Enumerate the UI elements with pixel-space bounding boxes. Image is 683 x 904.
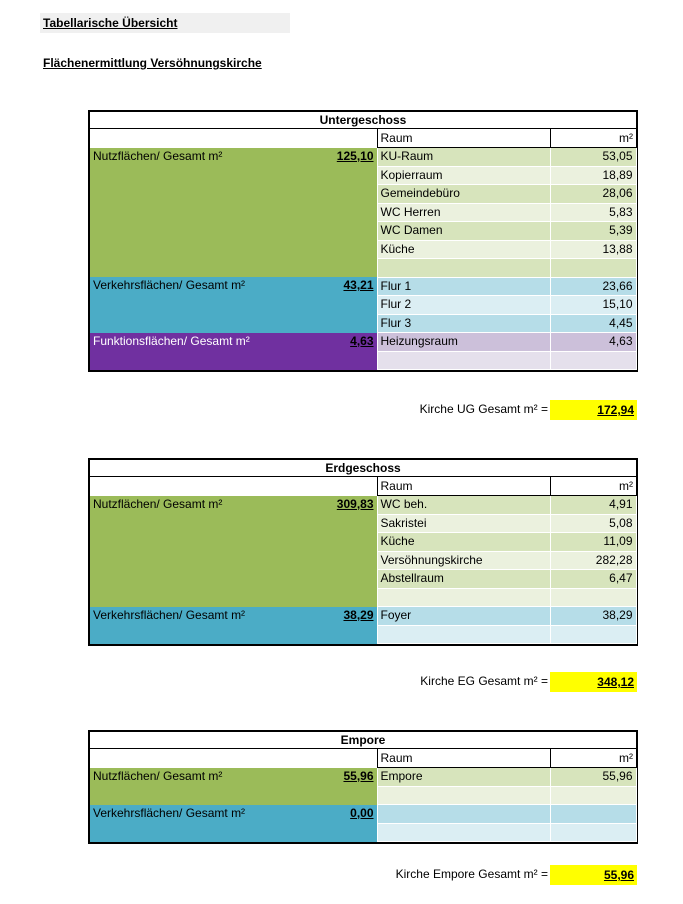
room-name: Heizungsraum (377, 333, 550, 352)
category-total: 0,00 (350, 805, 374, 820)
header-blank (90, 749, 377, 768)
category-total: 125,10 (336, 148, 374, 163)
room-name (377, 625, 550, 644)
floor-total-value: 55,96 (550, 865, 637, 885)
category-label: Funktionsflächen/ Gesamt m² (93, 333, 250, 348)
room-area (550, 823, 636, 842)
column-header-m2: m² (550, 477, 636, 496)
room-area: 28,06 (550, 185, 636, 204)
category-label: Nutzflächen/ Gesamt m² (93, 768, 223, 783)
table-row (90, 768, 636, 787)
room-name: Abstellraum (377, 570, 550, 589)
room-area (550, 259, 636, 278)
room-area: 38,29 (550, 607, 636, 626)
room-area: 4,63 (550, 333, 636, 352)
room-area (550, 805, 636, 824)
floor-total-label: Kirche EG Gesamt m² = (420, 674, 548, 688)
category-cell (90, 805, 377, 842)
column-header-m2: m² (550, 749, 636, 768)
room-area: 11,09 (550, 533, 636, 552)
room-area (550, 625, 636, 644)
floor-total-label: Kirche Empore Gesamt m² = (395, 867, 548, 881)
category-total: 4,63 (350, 333, 374, 348)
floor-total (0, 400, 683, 420)
room-area: 6,47 (550, 570, 636, 589)
room-name: Empore (377, 768, 550, 787)
room-name (377, 786, 550, 805)
room-name (377, 351, 550, 370)
category-total: 43,21 (343, 278, 374, 292)
floor-total (0, 865, 683, 885)
room-area: 53,05 (550, 148, 636, 167)
category-total: 55,96 (343, 768, 374, 783)
column-header-raum: Raum (377, 749, 550, 768)
room-area: 5,39 (550, 222, 636, 241)
category-cell (90, 148, 377, 278)
room-area: 4,45 (550, 314, 636, 333)
document-subtitle: Flächenermittlung Versöhnungskirche (43, 56, 262, 70)
table-row (90, 805, 636, 824)
table-header-row (90, 129, 636, 148)
room-area (550, 351, 636, 370)
category-total: 309,83 (336, 496, 374, 511)
category-label: Verkehrsflächen/ Gesamt m² (93, 607, 246, 622)
table-header-row (90, 477, 636, 496)
table-row (90, 607, 636, 626)
column-header-m2: m² (550, 129, 636, 148)
section-table (88, 129, 638, 372)
room-area: 15,10 (550, 296, 636, 315)
floor-total-value: 172,94 (550, 400, 637, 420)
header-blank (90, 477, 377, 496)
room-name: Flur 3 (377, 314, 550, 333)
room-name: Gemeindebüro (377, 185, 550, 204)
category-cell (90, 768, 377, 805)
floor-total-value: 348,12 (550, 672, 637, 692)
category-label: Verkehrsflächen/ Gesamt m² (93, 805, 246, 820)
room-name: Kopierraum (377, 166, 550, 185)
room-area (550, 786, 636, 805)
room-area: 282,28 (550, 551, 636, 570)
table-row (90, 148, 636, 167)
section-erdgeschoss (88, 458, 638, 646)
room-area: 55,96 (550, 768, 636, 787)
floor-total-label: Kirche UG Gesamt m² = (419, 402, 548, 416)
category-label: Verkehrsflächen/ Gesamt m² (93, 278, 246, 292)
room-name: WC beh. (377, 496, 550, 515)
room-area: 4,91 (550, 496, 636, 515)
category-cell (90, 496, 377, 607)
room-name: Flur 1 (377, 277, 550, 296)
section-title: Empore (88, 730, 638, 749)
room-name: Küche (377, 240, 550, 259)
section-title: Untergeschoss (88, 110, 638, 129)
room-area: 5,08 (550, 514, 636, 533)
room-name: Flur 2 (377, 296, 550, 315)
category-label: Nutzflächen/ Gesamt m² (93, 496, 223, 511)
room-name: WC Herren (377, 203, 550, 222)
floor-total (0, 672, 683, 692)
column-header-raum: Raum (377, 477, 550, 496)
room-name (377, 259, 550, 278)
section-table (88, 477, 638, 646)
room-name (377, 805, 550, 824)
room-name (377, 823, 550, 842)
table-row (90, 496, 636, 515)
table-row (90, 333, 636, 352)
category-cell (90, 277, 377, 333)
room-name: KU-Raum (377, 148, 550, 167)
section-untergeschoss (88, 110, 638, 372)
category-cell (90, 333, 377, 370)
section-title: Erdgeschoss (88, 458, 638, 477)
table-header-row (90, 749, 636, 768)
column-header-raum: Raum (377, 129, 550, 148)
room-area: 13,88 (550, 240, 636, 259)
table-row (90, 277, 636, 296)
document-title: Tabellarische Übersicht (40, 13, 290, 33)
header-blank (90, 129, 377, 148)
room-area (550, 588, 636, 607)
section-table (88, 749, 638, 844)
room-name (377, 588, 550, 607)
room-name: Foyer (377, 607, 550, 626)
category-total: 38,29 (343, 607, 374, 622)
room-area: 5,83 (550, 203, 636, 222)
room-area: 23,66 (550, 277, 636, 296)
section-empore (88, 730, 638, 844)
category-cell (90, 607, 377, 644)
room-name: WC Damen (377, 222, 550, 241)
room-area: 18,89 (550, 166, 636, 185)
room-name: Versöhnungskirche (377, 551, 550, 570)
room-name: Sakristei (377, 514, 550, 533)
category-label: Nutzflächen/ Gesamt m² (93, 148, 223, 163)
room-name: Küche (377, 533, 550, 552)
